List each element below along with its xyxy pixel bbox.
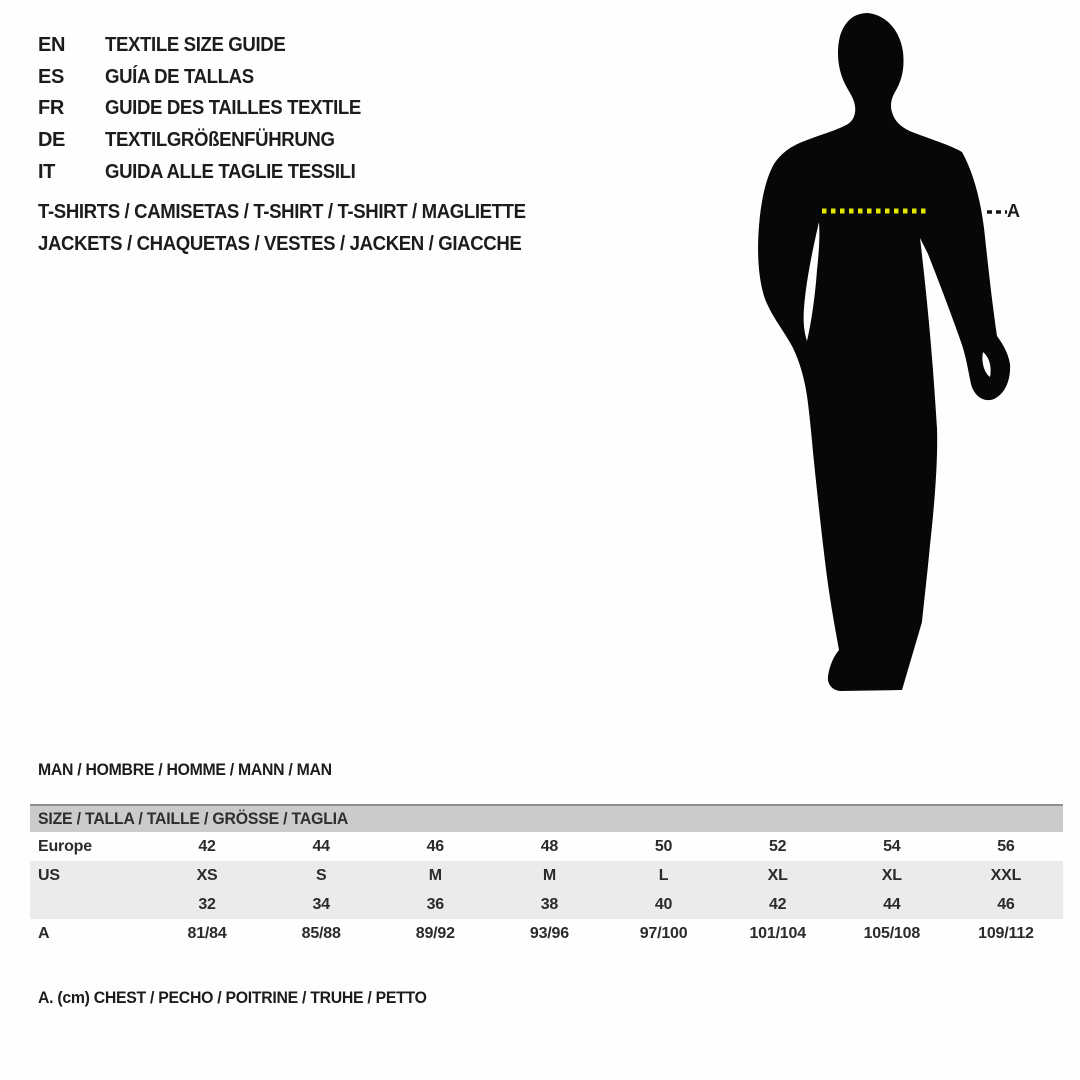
table-cell: 44 — [883, 895, 901, 913]
language-row — [38, 62, 380, 94]
language-row — [38, 30, 380, 62]
language-code: FR — [38, 97, 64, 120]
table-cell: 93/96 — [529, 924, 569, 942]
table-cell: 52 — [768, 837, 787, 855]
table-cell: S — [315, 866, 327, 884]
language-title: GUIDE DES TAILLES TEXTILE — [105, 97, 361, 120]
language-title: GUÍA DE TALLAS — [105, 65, 254, 88]
language-title: TEXTILGRÖßENFÜHRUNG — [105, 129, 335, 152]
measurement-footnote — [38, 988, 456, 1008]
section-title — [38, 760, 354, 780]
table-cell: 46 — [997, 895, 1015, 913]
table-cell: 97/100 — [639, 924, 688, 942]
table-cell: 56 — [997, 837, 1015, 855]
table-cell: 42 — [198, 837, 216, 855]
category-line-jackets: JACKETS / CHAQUETAS / VESTES / JACKEN / GIACCHE — [38, 233, 522, 255]
table-cell: 46 — [426, 837, 445, 855]
section-title-text: MAN / HOMBRE / HOMME / MANN / MAN — [38, 760, 332, 779]
language-title: GUIDA ALLE TAGLIE TESSILI — [105, 160, 356, 183]
table-cell: L — [658, 866, 669, 884]
size-table-header-text: SIZE / TALLA / TAILLE / GRÖSSE / TAGLIA — [38, 809, 349, 828]
language-code: IT — [38, 160, 55, 183]
table-cell: 38 — [540, 895, 559, 913]
table-cell: M — [542, 866, 556, 884]
row-label: US — [38, 866, 60, 884]
table-cell: 109/112 — [978, 924, 1034, 942]
table-cell: 34 — [312, 895, 330, 913]
row-label: A — [38, 924, 50, 942]
figure — [740, 0, 1040, 710]
language-list — [38, 30, 380, 188]
table-row-chest — [30, 919, 1063, 948]
table-cell: 50 — [654, 837, 673, 855]
language-row — [38, 93, 380, 125]
language-row — [38, 125, 380, 157]
table-cell: 105/108 — [863, 924, 921, 942]
table-cell: XL — [881, 866, 902, 884]
garment-categories — [38, 196, 562, 260]
table-cell: M — [428, 866, 442, 884]
table-cell: 85/88 — [301, 924, 341, 942]
table-cell: 32 — [198, 895, 216, 913]
table-cell: XXL — [990, 866, 1022, 884]
table-cell: 40 — [654, 895, 673, 913]
size-table — [30, 804, 1063, 948]
table-cell: 42 — [768, 895, 787, 913]
measurement-footnote-text: A. (cm) CHEST / PECHO / POITRINE / TRUHE / PETTO — [38, 988, 427, 1007]
table-cell: 54 — [883, 837, 901, 855]
table-cell: 44 — [312, 837, 330, 855]
row-label: Europe — [38, 837, 92, 855]
table-cell: 48 — [540, 837, 559, 855]
language-row — [38, 156, 380, 188]
table-row-numeric — [30, 890, 1063, 919]
language-title: TEXTILE SIZE GUIDE — [105, 34, 286, 57]
language-code: ES — [38, 65, 64, 88]
table-row-europe — [30, 832, 1063, 861]
language-code: DE — [38, 129, 65, 152]
measure-label-a: A — [1007, 201, 1020, 221]
category-line-tshirts: T-SHIRTS / CAMISETAS / T-SHIRT / T-SHIRT / MAGLIETTE — [38, 201, 526, 223]
table-row-us — [30, 861, 1063, 890]
man-silhouette-body — [758, 13, 1010, 691]
table-cell: XL — [767, 866, 788, 884]
language-code: EN — [38, 34, 65, 57]
table-cell: 36 — [426, 895, 445, 913]
man-silhouette — [740, 0, 1040, 710]
table-cell: 81/84 — [187, 924, 227, 942]
table-cell: XS — [196, 866, 218, 884]
table-cell: 101/104 — [749, 924, 806, 942]
size-table-header — [30, 804, 1063, 832]
table-cell: 89/92 — [415, 924, 455, 942]
